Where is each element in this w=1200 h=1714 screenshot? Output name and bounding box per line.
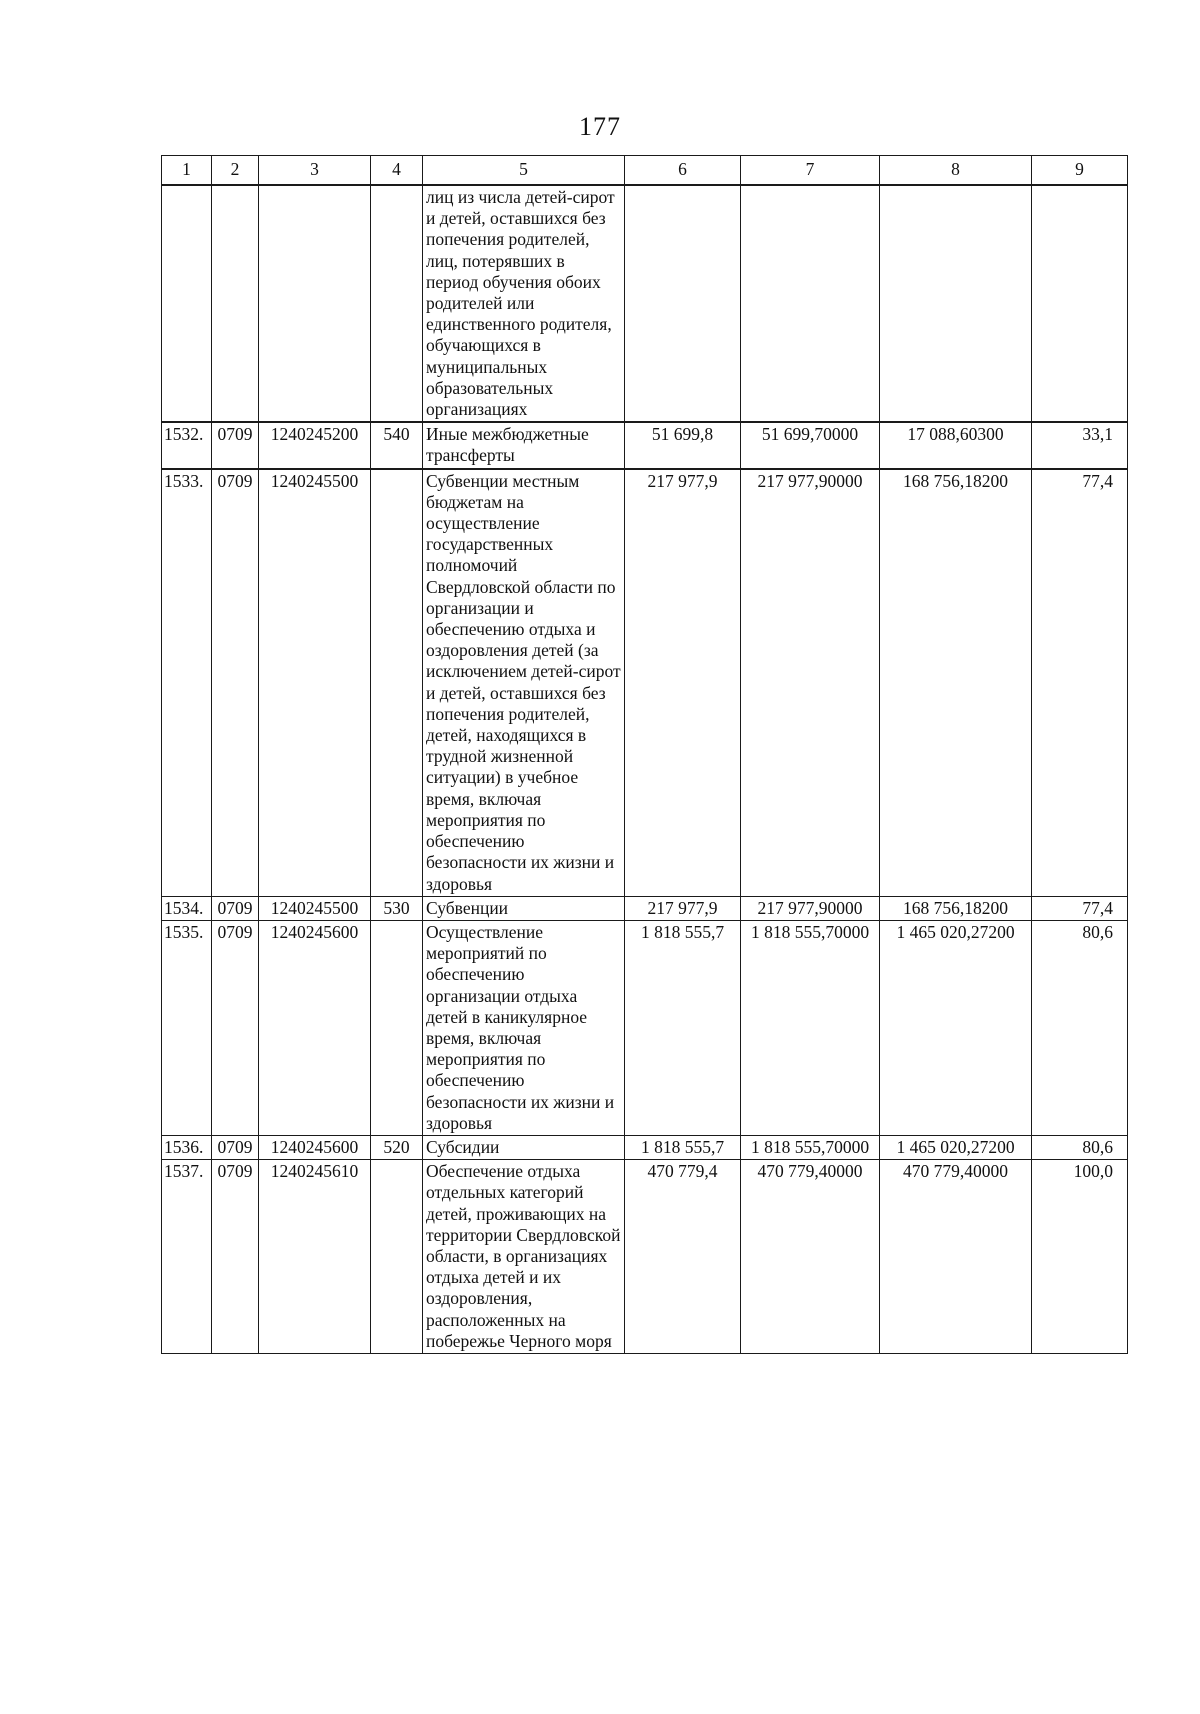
- cell-v8: 168 756,18200: [880, 469, 1032, 897]
- page-number: 177: [579, 112, 621, 141]
- cell-section: 0709: [212, 920, 259, 1135]
- table-row-1536: [162, 1135, 1128, 1159]
- cell-v7: 1 818 555,70000: [741, 920, 880, 1135]
- cell-name: Субвенции местным бюджетам на осуществление государственных полномочий Свердловской области по организации и обеспечению отдыха и оздоровления детей (за исключением детей-сирот и детей, оставшихся без попечения родителей, детей, находящихся в трудной жизненной ситуации) в учебное время, включая мероприятия по обеспечению безопасности их жизни и здоровья: [423, 469, 625, 897]
- cell-name: Иные межбюджетные трансферты: [423, 422, 625, 468]
- cell-v8: 470 779,40000: [880, 1160, 1032, 1354]
- cell-type: [371, 469, 423, 897]
- cell-v7: [741, 185, 880, 422]
- table-row-1532: [162, 422, 1128, 468]
- cell-pct: 80,6: [1032, 1135, 1128, 1159]
- cell-v8: 1 465 020,27200: [880, 920, 1032, 1135]
- cell-section: [212, 185, 259, 422]
- cell-section: 0709: [212, 896, 259, 920]
- cell-section: 0709: [212, 1160, 259, 1354]
- cell-v7: 1 818 555,70000: [741, 1135, 880, 1159]
- cell-section: 0709: [212, 469, 259, 897]
- cell-type: [371, 185, 423, 422]
- cell-v6: 1 818 555,7: [625, 1135, 741, 1159]
- cell-pct: 77,4: [1032, 469, 1128, 897]
- table-row-1533: [162, 469, 1128, 897]
- cell-num: 1535.: [162, 920, 212, 1135]
- cell-type: [371, 920, 423, 1135]
- continuation-row: [162, 185, 1128, 422]
- budget-table: [161, 155, 1128, 1354]
- cell-num: 1536.: [162, 1135, 212, 1159]
- header-row: [162, 156, 1128, 186]
- cell-pct: [1032, 185, 1128, 422]
- cell-pct: 77,4: [1032, 896, 1128, 920]
- cell-name: Обеспечение отдыха отдельных категорий детей, проживающих на территории Свердловской области, в организациях отдыха детей и их оздоровления, расположенных на побережье Черного моря: [423, 1160, 625, 1354]
- cell-v8: 17 088,60300: [880, 422, 1032, 468]
- cell-v6: 217 977,9: [625, 896, 741, 920]
- cell-num: 1534.: [162, 896, 212, 920]
- cell-v6: 1 818 555,7: [625, 920, 741, 1135]
- cell-v8: 1 465 020,27200: [880, 1135, 1032, 1159]
- cell-type: [371, 1160, 423, 1354]
- header-col-1: 1: [162, 156, 212, 186]
- cell-code: 1240245610: [259, 1160, 371, 1354]
- cell-v8: 168 756,18200: [880, 896, 1032, 920]
- header-col-2: 2: [212, 156, 259, 186]
- cell-type: 540: [371, 422, 423, 468]
- table-row-1537: [162, 1160, 1128, 1354]
- cell-v6: 217 977,9: [625, 469, 741, 897]
- cell-code: [259, 185, 371, 422]
- table-row-1534: [162, 896, 1128, 920]
- cell-num: 1532.: [162, 422, 212, 468]
- cell-section: 0709: [212, 1135, 259, 1159]
- cell-num: [162, 185, 212, 422]
- cell-type: 530: [371, 896, 423, 920]
- cell-v7: 470 779,40000: [741, 1160, 880, 1354]
- cell-pct: 80,6: [1032, 920, 1128, 1135]
- cell-name: Осуществление мероприятий по обеспечению организации отдыха детей в каникулярное время, включая мероприятия по обеспечению безопасности их жизни и здоровья: [423, 920, 625, 1135]
- table-row-1535: [162, 920, 1128, 1135]
- header-col-3: 3: [259, 156, 371, 186]
- cell-name: Субсидии: [423, 1135, 625, 1159]
- cell-v6: [625, 185, 741, 422]
- cell-v7: 217 977,90000: [741, 896, 880, 920]
- header-col-4: 4: [371, 156, 423, 186]
- cell-pct: 100,0: [1032, 1160, 1128, 1354]
- cell-v6: 470 779,4: [625, 1160, 741, 1354]
- header-col-7: 7: [741, 156, 880, 186]
- cell-type: 520: [371, 1135, 423, 1159]
- cell-v7: 51 699,70000: [741, 422, 880, 468]
- cell-v6: 51 699,8: [625, 422, 741, 468]
- cell-section: 0709: [212, 422, 259, 468]
- cell-code: 1240245600: [259, 1135, 371, 1159]
- cell-name: лиц из числа детей-сирот и детей, оставшихся без попечения родителей, лиц, потерявших в период обучения обоих родителей или единственного родителя, обучающихся в муниципальных образовательных организациях: [423, 185, 625, 422]
- cell-name: Субвенции: [423, 896, 625, 920]
- header-col-5: 5: [423, 156, 625, 186]
- cell-code: 1240245600: [259, 920, 371, 1135]
- header-col-9: 9: [1032, 156, 1128, 186]
- cell-v7: 217 977,90000: [741, 469, 880, 897]
- cell-pct: 33,1: [1032, 422, 1128, 468]
- cell-num: 1533.: [162, 469, 212, 897]
- cell-code: 1240245500: [259, 469, 371, 897]
- cell-num: 1537.: [162, 1160, 212, 1354]
- cell-v8: [880, 185, 1032, 422]
- header-col-8: 8: [880, 156, 1032, 186]
- cell-code: 1240245500: [259, 896, 371, 920]
- cell-code: 1240245200: [259, 422, 371, 468]
- header-col-6: 6: [625, 156, 741, 186]
